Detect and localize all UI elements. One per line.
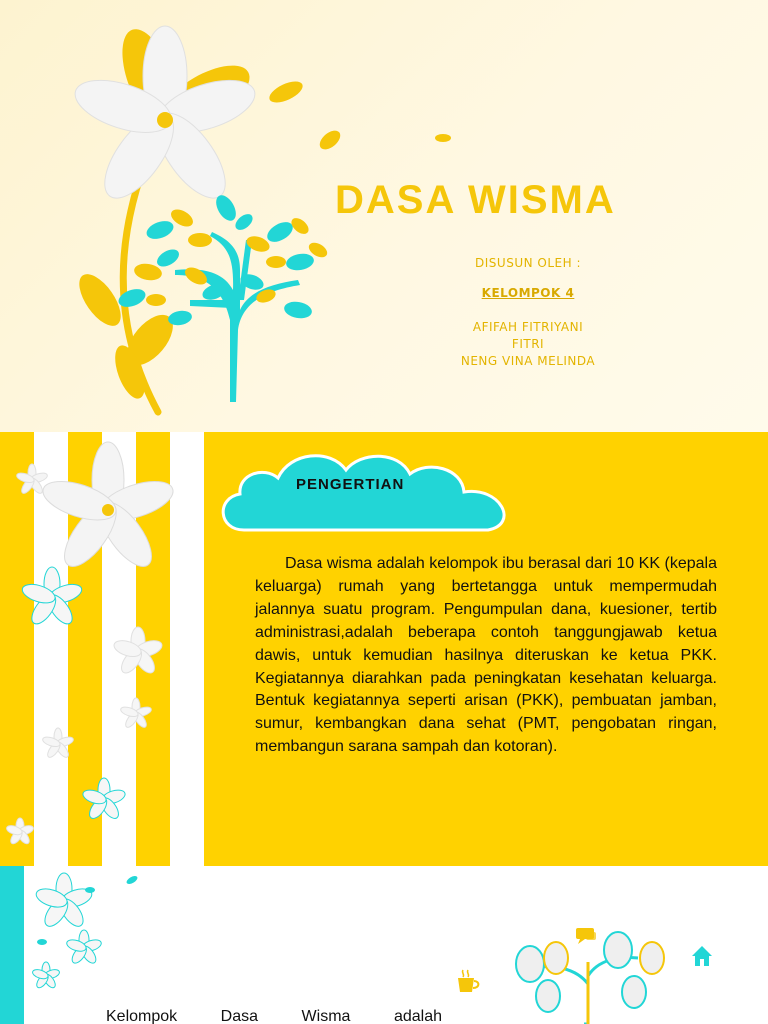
- intro-slide: [0, 866, 768, 1024]
- coffee-cup-icon: [458, 970, 478, 992]
- chat-bubble-icon: [576, 928, 596, 944]
- definition-slide: [0, 432, 768, 866]
- flower-icon: [31, 962, 60, 990]
- flower-icon: [69, 22, 261, 209]
- page-title: DASA WISMA: [335, 178, 616, 222]
- flower-icon: [81, 778, 127, 821]
- member-name: AFIFAH FITRIYANI: [472, 320, 584, 334]
- leaf-icon: [316, 127, 343, 153]
- member-name: NENG VINA MELINDA: [460, 354, 596, 368]
- section-heading: PENGERTIAN: [296, 476, 405, 493]
- leaf-icon: [37, 939, 47, 945]
- flower-icon: [42, 728, 75, 759]
- cover-slide: [0, 0, 768, 432]
- leaf-icon: [125, 874, 138, 885]
- flower-icon: [38, 442, 177, 574]
- tree-decoration: [448, 866, 728, 1024]
- group-name: KELOMPOK 4: [481, 286, 575, 300]
- flower-icon: [5, 818, 34, 846]
- flower-decoration: [24, 866, 164, 1024]
- leaf-icon: [85, 887, 95, 893]
- member-name: FITRI: [511, 337, 545, 351]
- flower-icon: [34, 873, 94, 930]
- flower-icon: [20, 567, 84, 628]
- tree-icon: [116, 192, 330, 402]
- flower-decoration: [0, 432, 210, 866]
- leaf-icon: [266, 77, 305, 107]
- flower-icon: [65, 930, 102, 966]
- intro-paragraph: Kelompok Dasa Wisma adalah: [106, 1008, 442, 1024]
- definition-paragraph: Dasa wisma adalah kelompok ibu berasal dari 10 KK (kepala keluarga) rumah yang bertetangga untuk mempermudah jalannya suatu program. Pengumpulan dana, kuesioner, tertib administrasi,adalah beberapa contoh tanggungjawab ketua dawis, untuk kemudian hasilnya diteruskan ke ketua PKK. Kegiatannya diarahkan pada peningkatan kesehatan keluarga. Bentuk kegiatannya seperti arisan (PKK), pembuatan jamban, sumur, kembangkan dana sehat (PMT, pengobatan ringan, membangun sarana sampah dan kotoran).: [255, 555, 717, 756]
- home-icon: [692, 946, 712, 966]
- accent-bar: [0, 866, 24, 1024]
- leaf-icon: [435, 134, 451, 142]
- flower-icon: [120, 698, 153, 729]
- flower-icon: [112, 627, 164, 676]
- compiled-by-label: DISUSUN OLEH :: [475, 256, 581, 270]
